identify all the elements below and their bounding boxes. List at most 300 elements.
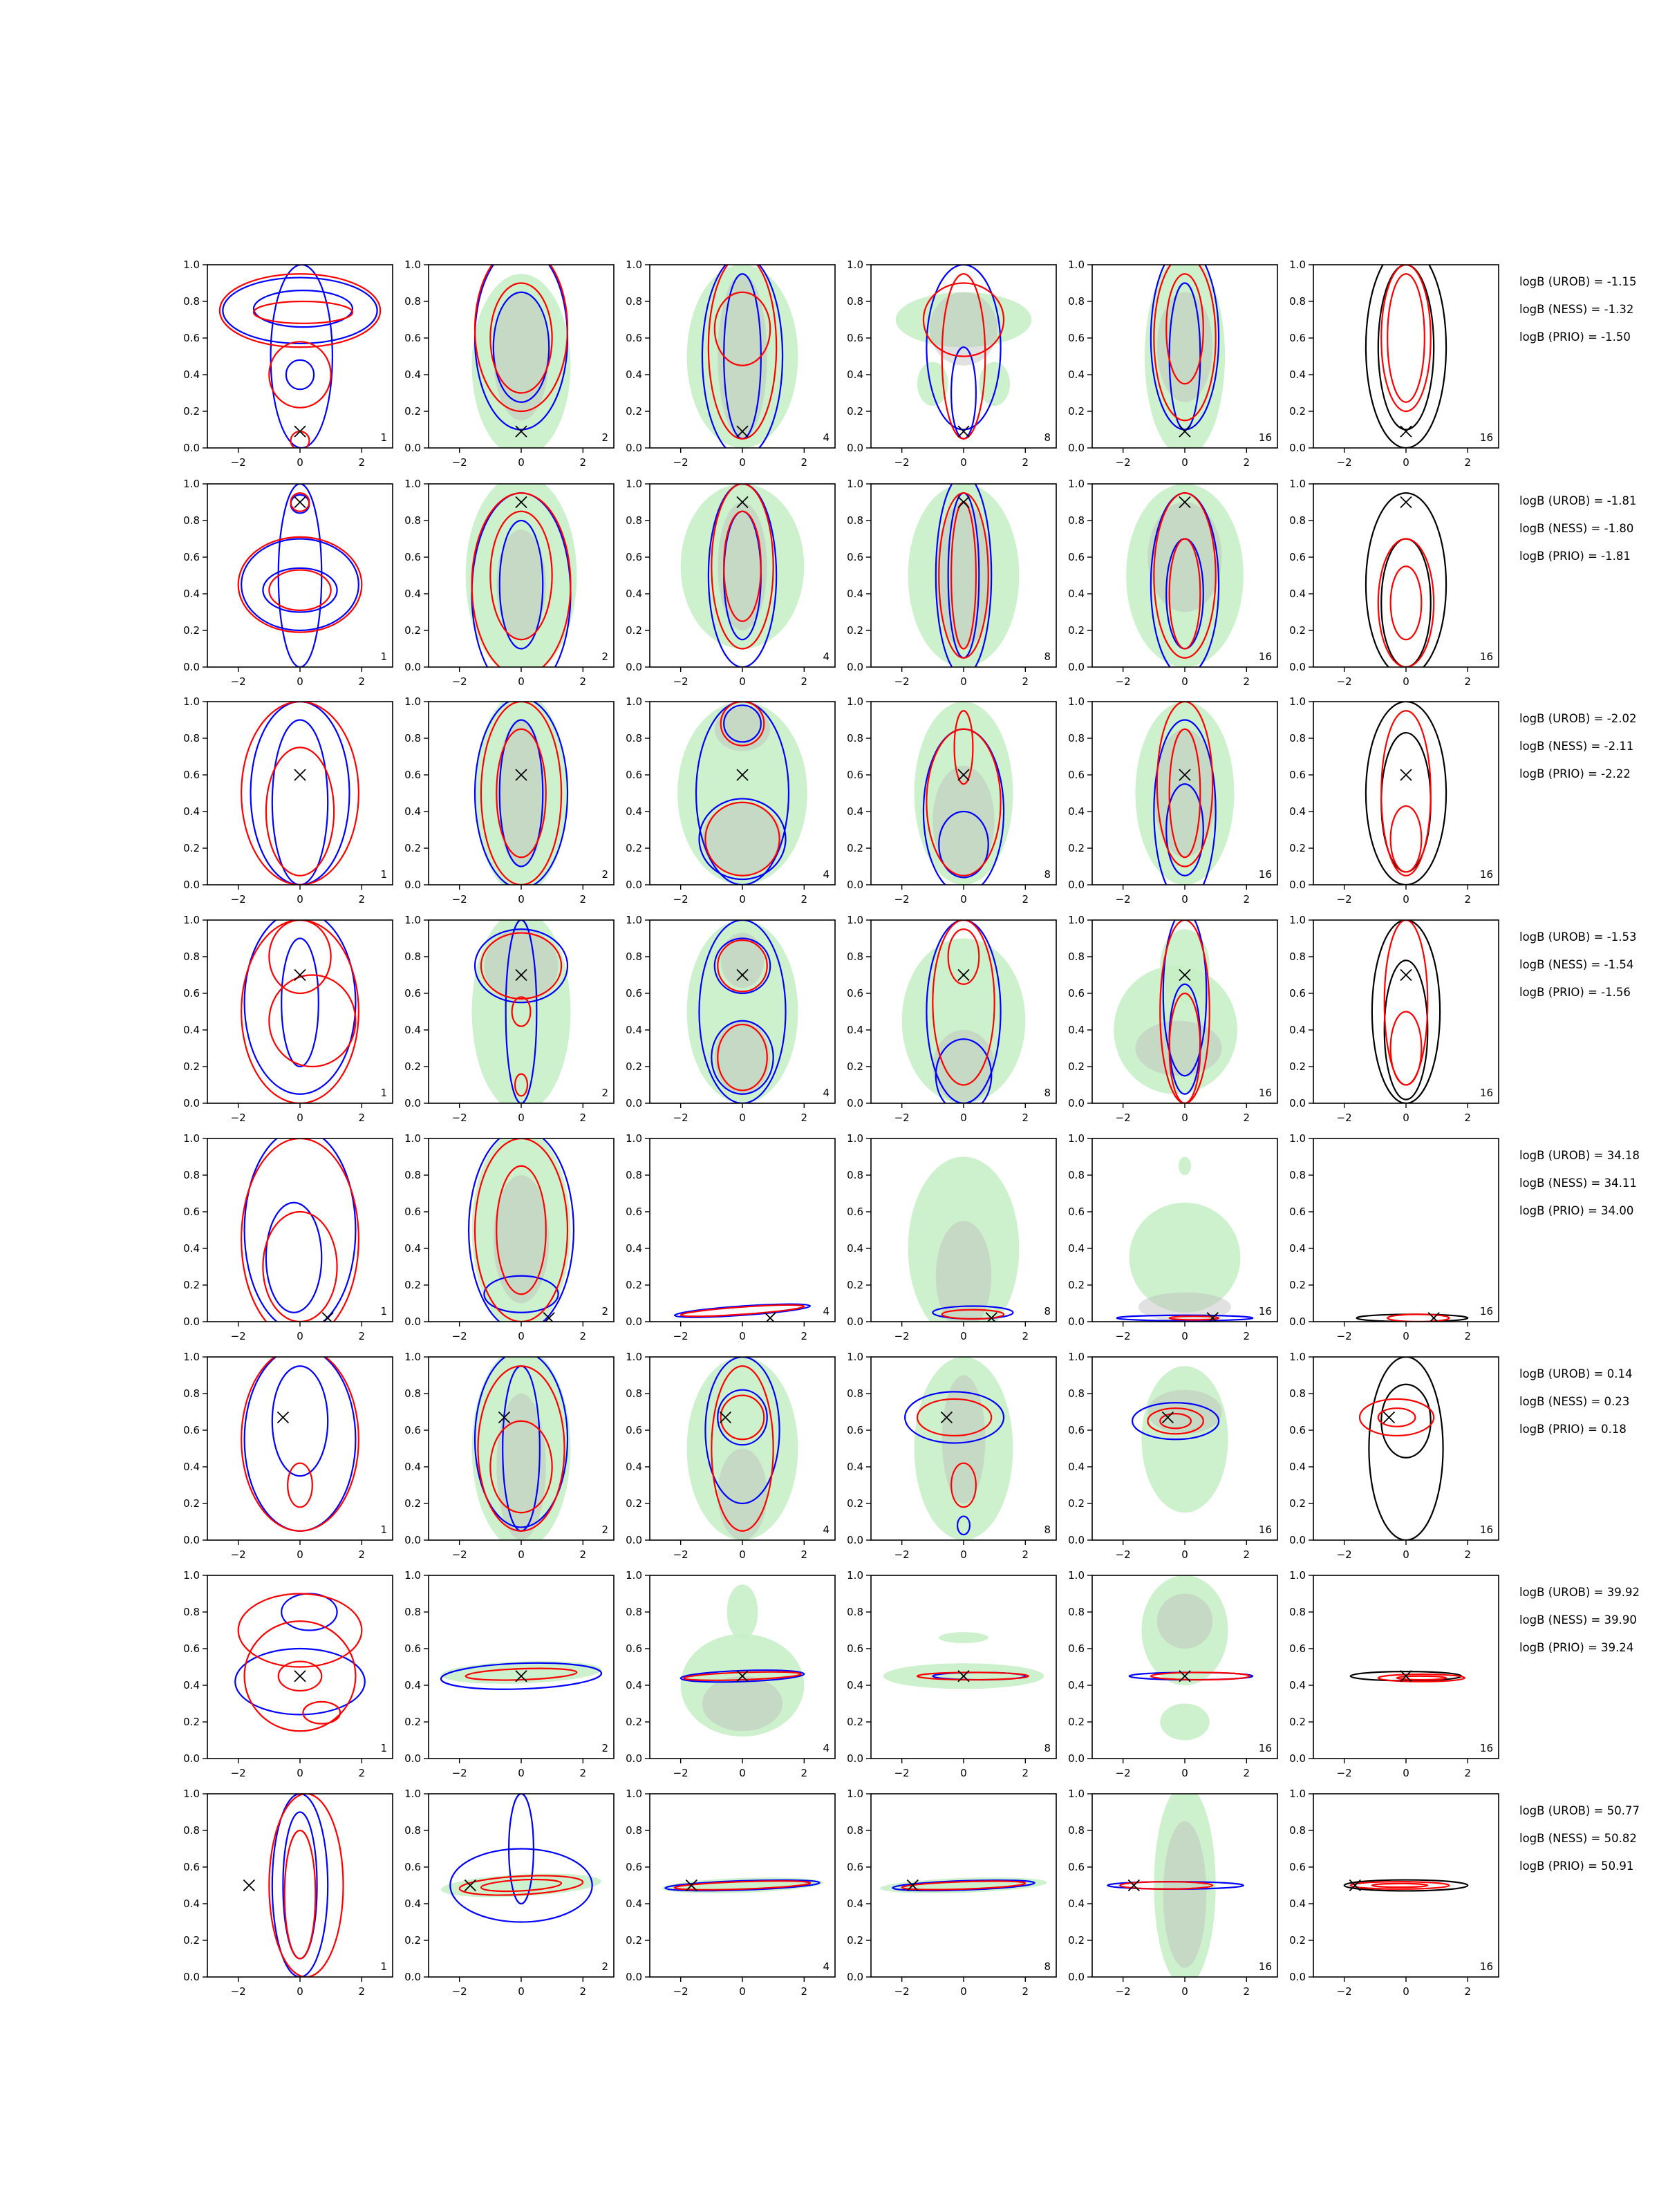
y-tick-label: 0.0 xyxy=(183,1534,200,1546)
y-tick-label: 1.0 xyxy=(1289,1351,1306,1363)
x-tick-label: −2 xyxy=(1336,456,1352,469)
y-tick-label: 0.8 xyxy=(404,1606,421,1618)
x-tick-label: 2 xyxy=(800,893,808,906)
contour-red xyxy=(1378,539,1434,668)
y-tick-label: 0.6 xyxy=(404,1642,421,1655)
panel-r3-c3 xyxy=(626,695,835,906)
panel-corner-label: 4 xyxy=(823,431,830,444)
panel-r7-c3 xyxy=(626,1569,835,1779)
contour-gray xyxy=(718,503,767,631)
y-tick-label: 0.4 xyxy=(404,1461,421,1473)
x-tick-label: 0 xyxy=(960,1112,967,1124)
x-tick-label: −2 xyxy=(673,1112,688,1124)
panel-r7-c5 xyxy=(1068,1569,1277,1779)
y-tick-label: 0.6 xyxy=(1289,1424,1306,1436)
contour-green xyxy=(1160,1704,1209,1741)
x-tick-label: 2 xyxy=(1243,456,1250,469)
y-tick-label: 1.0 xyxy=(626,478,642,490)
y-tick-label: 1.0 xyxy=(1289,914,1306,926)
logb-value: logB (NESS) = 39.90 xyxy=(1519,1613,1637,1627)
y-tick-label: 0.0 xyxy=(183,1097,200,1109)
y-tick-label: 0.6 xyxy=(1289,1861,1306,1873)
y-tick-label: 0.4 xyxy=(404,588,421,600)
truth-marker xyxy=(958,426,969,437)
x-tick-label: −2 xyxy=(1115,1548,1131,1561)
y-tick-label: 0.2 xyxy=(626,1060,642,1073)
x-tick-label: 2 xyxy=(358,1330,366,1342)
x-tick-label: −2 xyxy=(230,1767,246,1779)
contour-red xyxy=(241,1138,359,1340)
y-tick-label: 0.0 xyxy=(1289,661,1306,673)
x-tick-label: 2 xyxy=(579,1330,587,1342)
panel-r3-c2 xyxy=(404,693,614,906)
x-tick-label: 0 xyxy=(297,1985,303,1998)
panel-r1-c3 xyxy=(626,256,835,469)
panel-r2-c3 xyxy=(626,478,835,688)
y-tick-label: 1.0 xyxy=(1068,1569,1085,1582)
x-tick-label: 2 xyxy=(1464,675,1472,688)
x-tick-label: −2 xyxy=(1336,1985,1352,1998)
y-tick-label: 0.0 xyxy=(626,1097,642,1109)
axes-frame xyxy=(1313,1794,1499,1977)
panel-corner-label: 2 xyxy=(601,1960,608,1973)
x-tick-label: 0 xyxy=(518,675,525,688)
y-tick-label: 0.2 xyxy=(1068,1060,1085,1073)
y-tick-label: 0.0 xyxy=(1289,1752,1306,1765)
panel-corner-label: 16 xyxy=(1479,1524,1493,1536)
axes-frame xyxy=(207,920,393,1103)
y-tick-label: 1.0 xyxy=(1068,259,1085,271)
x-tick-label: 2 xyxy=(579,1767,587,1779)
y-tick-label: 0.6 xyxy=(626,551,642,563)
x-tick-label: 0 xyxy=(1181,1548,1188,1561)
truth-marker xyxy=(294,1671,306,1682)
y-tick-label: 0.6 xyxy=(847,1642,863,1655)
y-tick-label: 0.4 xyxy=(1289,368,1306,381)
panel-corner-label: 4 xyxy=(823,1960,830,1973)
contour-blue xyxy=(272,1366,328,1476)
panel-corner-label: 2 xyxy=(601,1742,608,1754)
contour-gray xyxy=(496,720,545,867)
logb-value: logB (UROB) = -1.53 xyxy=(1519,930,1637,944)
panel-r5-c6 xyxy=(1289,1132,1499,1342)
contour-blue xyxy=(251,702,350,885)
y-tick-label: 0.4 xyxy=(183,1242,200,1255)
x-tick-label: −2 xyxy=(1115,1767,1131,1779)
contour-gray xyxy=(494,292,549,421)
contour-red xyxy=(254,301,353,324)
x-tick-label: 2 xyxy=(358,1112,366,1124)
y-tick-label: 0.2 xyxy=(1068,624,1085,637)
logb-group-row-4 xyxy=(1519,930,1636,999)
x-tick-label: 0 xyxy=(297,675,303,688)
contour-red xyxy=(1381,265,1430,411)
contour-red xyxy=(1387,274,1425,402)
y-tick-label: 0.4 xyxy=(404,1242,421,1255)
panel-corner-label: 16 xyxy=(1258,1305,1272,1318)
x-tick-label: 0 xyxy=(518,1112,525,1124)
y-tick-label: 1.0 xyxy=(404,1788,421,1800)
panel-corner-label: 8 xyxy=(1044,1305,1051,1318)
x-tick-label: −2 xyxy=(673,675,688,688)
x-tick-label: 0 xyxy=(1403,1548,1409,1561)
y-tick-label: 0.2 xyxy=(404,1497,421,1510)
x-tick-label: 2 xyxy=(358,1767,366,1779)
contour-black xyxy=(1378,265,1434,430)
y-tick-label: 0.6 xyxy=(847,332,863,344)
y-tick-label: 0.6 xyxy=(1289,987,1306,1000)
contour-red xyxy=(241,920,359,1103)
y-tick-label: 0.2 xyxy=(847,1716,863,1728)
contour-red xyxy=(266,747,334,876)
y-tick-label: 0.2 xyxy=(1289,624,1306,637)
panel-r6-c6 xyxy=(1289,1351,1499,1561)
x-tick-label: −2 xyxy=(230,1330,246,1342)
x-tick-label: −2 xyxy=(451,1548,467,1561)
y-tick-label: 0.0 xyxy=(1289,1534,1306,1546)
y-tick-label: 0.4 xyxy=(1068,1897,1085,1910)
panel-r7-c4 xyxy=(847,1569,1056,1779)
x-tick-label: 2 xyxy=(1243,893,1250,906)
panel-corner-label: 1 xyxy=(380,1087,387,1099)
y-tick-label: 0.6 xyxy=(404,551,421,563)
panel-r4-c1 xyxy=(183,911,393,1124)
axes-frame xyxy=(650,1138,835,1322)
contour-red xyxy=(241,1348,359,1531)
y-tick-label: 0.0 xyxy=(1289,442,1306,454)
panel-corner-label: 1 xyxy=(380,868,387,881)
y-tick-label: 0.2 xyxy=(626,405,642,418)
y-tick-label: 0.4 xyxy=(626,368,642,381)
contour-gray xyxy=(702,1676,782,1732)
x-tick-label: −2 xyxy=(230,1548,246,1561)
y-tick-label: 0.2 xyxy=(183,1060,200,1073)
y-tick-label: 0.0 xyxy=(847,1315,863,1328)
contour-blue xyxy=(281,1594,337,1631)
x-tick-label: −2 xyxy=(673,1330,688,1342)
x-tick-label: 2 xyxy=(358,456,366,469)
panel-corner-label: 1 xyxy=(380,1742,387,1754)
y-tick-label: 0.0 xyxy=(1068,442,1085,454)
panel-corner-label: 8 xyxy=(1044,431,1051,444)
logb-value: logB (NESS) = 50.82 xyxy=(1519,1832,1637,1845)
x-tick-label: −2 xyxy=(1115,893,1131,906)
y-tick-label: 0.4 xyxy=(183,805,200,818)
y-tick-label: 0.2 xyxy=(847,1497,863,1510)
y-tick-label: 0.8 xyxy=(626,1824,642,1837)
x-tick-label: −2 xyxy=(673,1985,688,1998)
y-tick-label: 0.8 xyxy=(847,1387,863,1400)
x-tick-label: −2 xyxy=(1336,1330,1352,1342)
y-tick-label: 0.4 xyxy=(1289,588,1306,600)
contour-black xyxy=(1366,493,1446,676)
logb-value: logB (PRIO) = 0.18 xyxy=(1519,1423,1627,1436)
panel-r4-c5 xyxy=(1068,911,1277,1124)
panel-corner-label: 4 xyxy=(823,1087,830,1099)
panel-corner-label: 1 xyxy=(380,1305,387,1318)
contour-red xyxy=(241,702,359,885)
y-tick-label: 0.8 xyxy=(183,295,200,308)
y-tick-label: 0.6 xyxy=(847,1861,863,1873)
y-tick-label: 0.4 xyxy=(626,1461,642,1473)
y-tick-label: 0.4 xyxy=(626,805,642,818)
y-tick-label: 1.0 xyxy=(404,1132,421,1145)
logb-value: logB (UROB) = -2.02 xyxy=(1519,712,1637,725)
logb-value: logB (NESS) = 0.23 xyxy=(1519,1395,1630,1408)
y-tick-label: 0.4 xyxy=(404,1679,421,1691)
y-tick-label: 0.6 xyxy=(847,1424,863,1436)
y-tick-label: 0.8 xyxy=(847,295,863,308)
panel-r1-c4 xyxy=(847,259,1056,469)
y-tick-label: 0.4 xyxy=(626,1897,642,1910)
y-tick-label: 0.8 xyxy=(1068,514,1085,527)
logb-value: logB (NESS) = 34.11 xyxy=(1519,1177,1637,1190)
contour-black xyxy=(1366,702,1446,885)
x-tick-label: −2 xyxy=(1336,1112,1352,1124)
y-tick-label: 0.6 xyxy=(1068,1642,1085,1655)
panel-r6-c1 xyxy=(183,1348,393,1561)
x-tick-label: 0 xyxy=(960,893,967,906)
panel-corner-label: 1 xyxy=(380,431,387,444)
y-tick-label: 0.8 xyxy=(404,732,421,744)
y-tick-label: 0.6 xyxy=(1289,332,1306,344)
y-tick-label: 0.6 xyxy=(1289,551,1306,563)
x-tick-label: −2 xyxy=(894,1767,910,1779)
x-tick-label: −2 xyxy=(451,1330,467,1342)
panel-corner-label: 16 xyxy=(1258,431,1272,444)
contour-red xyxy=(1391,1012,1422,1085)
contour-blue xyxy=(286,360,314,389)
x-tick-label: 0 xyxy=(960,1985,967,1998)
contour-gray xyxy=(1163,1821,1207,1968)
panel-r3-c6 xyxy=(1289,695,1499,906)
y-tick-label: 0.4 xyxy=(626,1242,642,1255)
y-tick-label: 0.2 xyxy=(626,842,642,854)
y-tick-label: 0.8 xyxy=(1068,1387,1085,1400)
y-tick-label: 0.6 xyxy=(626,1206,642,1218)
y-tick-label: 1.0 xyxy=(1289,1569,1306,1582)
panel-r8-c5 xyxy=(1068,1785,1277,1998)
y-tick-label: 0.6 xyxy=(183,551,200,563)
contour-gray xyxy=(936,1221,991,1331)
y-tick-label: 0.2 xyxy=(183,624,200,637)
y-tick-label: 0.6 xyxy=(1068,987,1085,1000)
x-tick-label: −2 xyxy=(1115,1985,1131,1998)
y-tick-label: 0.2 xyxy=(1068,842,1085,854)
y-tick-label: 0.0 xyxy=(847,1971,863,1983)
panel-corner-label: 4 xyxy=(823,1305,830,1318)
y-tick-label: 0.6 xyxy=(847,987,863,1000)
x-tick-label: 0 xyxy=(1181,456,1188,469)
x-tick-label: 2 xyxy=(800,1330,808,1342)
panel-corner-label: 8 xyxy=(1044,1960,1051,1973)
x-tick-label: 0 xyxy=(1181,1767,1188,1779)
y-tick-label: 1.0 xyxy=(183,259,200,271)
x-tick-label: 2 xyxy=(800,1548,808,1561)
y-tick-label: 0.8 xyxy=(626,1606,642,1618)
x-tick-label: −2 xyxy=(1115,456,1131,469)
contour-red xyxy=(285,1830,316,1959)
x-tick-label: −2 xyxy=(894,1985,910,1998)
y-tick-label: 0.2 xyxy=(1289,405,1306,418)
logb-value: logB (UROB) = 50.77 xyxy=(1519,1804,1640,1817)
x-tick-label: 0 xyxy=(1181,675,1188,688)
y-tick-label: 1.0 xyxy=(404,478,421,490)
panel-r2-c6 xyxy=(1289,478,1499,688)
x-tick-label: 2 xyxy=(1022,456,1029,469)
contour-red xyxy=(238,537,362,632)
y-tick-label: 0.2 xyxy=(183,1497,200,1510)
panel-r1-c5 xyxy=(1068,247,1277,469)
y-tick-label: 0.2 xyxy=(1068,1934,1085,1947)
y-tick-label: 0.8 xyxy=(1068,1824,1085,1837)
x-tick-label: 0 xyxy=(1403,675,1409,688)
y-tick-label: 0.4 xyxy=(1068,1024,1085,1036)
panel-corner-label: 16 xyxy=(1479,650,1493,663)
x-tick-label: 2 xyxy=(1022,1985,1029,1998)
contour-black xyxy=(1357,1314,1468,1322)
logb-group-row-8 xyxy=(1519,1804,1640,1873)
contour-blue xyxy=(235,1649,365,1714)
panel-r6-c2 xyxy=(404,1348,614,1561)
contour-red xyxy=(1381,711,1430,876)
y-tick-label: 0.8 xyxy=(1068,295,1085,308)
y-tick-label: 0.4 xyxy=(847,368,863,381)
y-tick-label: 0.0 xyxy=(626,879,642,891)
y-tick-label: 1.0 xyxy=(1068,914,1085,926)
y-tick-label: 0.8 xyxy=(1068,732,1085,744)
y-tick-label: 0.0 xyxy=(404,1971,421,1983)
contour-red xyxy=(1372,1884,1427,1887)
y-tick-label: 0.6 xyxy=(1289,1206,1306,1218)
y-tick-label: 0.6 xyxy=(183,1861,200,1873)
panel-corner-label: 1 xyxy=(380,1524,387,1536)
panel-r2-c5 xyxy=(1068,478,1277,688)
y-tick-label: 0.4 xyxy=(1289,1897,1306,1910)
y-tick-label: 0.0 xyxy=(1068,1752,1085,1765)
y-tick-label: 0.8 xyxy=(183,1387,200,1400)
panel-corner-label: 4 xyxy=(823,1742,830,1754)
x-tick-label: 2 xyxy=(1243,675,1250,688)
x-tick-label: −2 xyxy=(230,893,246,906)
y-tick-label: 0.8 xyxy=(1289,732,1306,744)
x-tick-label: 0 xyxy=(1181,1985,1188,1998)
y-tick-label: 1.0 xyxy=(626,1569,642,1582)
x-tick-label: 0 xyxy=(1403,893,1409,906)
y-tick-label: 0.2 xyxy=(847,842,863,854)
logb-value: logB (NESS) = -2.11 xyxy=(1519,740,1634,753)
y-tick-label: 0.6 xyxy=(183,1206,200,1218)
y-tick-label: 0.8 xyxy=(1289,1169,1306,1181)
x-tick-label: 2 xyxy=(1464,893,1472,906)
x-tick-label: 0 xyxy=(518,1330,525,1342)
y-tick-label: 0.4 xyxy=(626,1679,642,1691)
contour-blue xyxy=(223,278,377,344)
y-tick-label: 1.0 xyxy=(183,1132,200,1145)
logb-value: logB (PRIO) = 34.00 xyxy=(1519,1204,1634,1217)
y-tick-label: 0.0 xyxy=(404,1097,421,1109)
y-tick-label: 1.0 xyxy=(626,914,642,926)
truth-marker xyxy=(1400,970,1412,981)
x-tick-label: −2 xyxy=(451,893,467,906)
panel-corner-label: 16 xyxy=(1479,431,1493,444)
axes-frame xyxy=(207,1357,393,1540)
y-tick-label: 0.6 xyxy=(404,1861,421,1873)
x-tick-label: −2 xyxy=(1336,1767,1352,1779)
y-tick-label: 0.0 xyxy=(183,1315,200,1328)
y-tick-label: 0.2 xyxy=(1068,1279,1085,1291)
y-tick-label: 0.4 xyxy=(183,1461,200,1473)
y-tick-label: 0.6 xyxy=(1289,1642,1306,1655)
x-tick-label: 2 xyxy=(1243,1548,1250,1561)
y-tick-label: 0.2 xyxy=(404,1060,421,1073)
panel-r7-c1 xyxy=(183,1569,393,1779)
logb-value: logB (UROB) = -1.81 xyxy=(1519,494,1637,507)
y-tick-label: 1.0 xyxy=(1289,478,1306,490)
y-tick-label: 0.0 xyxy=(626,1971,642,1983)
logb-value: logB (UROB) = 34.18 xyxy=(1519,1149,1640,1162)
y-tick-label: 0.0 xyxy=(1068,1534,1085,1546)
contour-black xyxy=(1381,1385,1430,1458)
y-tick-label: 0.2 xyxy=(847,405,863,418)
panel-corner-label: 16 xyxy=(1479,1087,1493,1099)
truth-marker xyxy=(294,497,306,508)
y-tick-label: 0.0 xyxy=(847,879,863,891)
panel-r8-c2 xyxy=(404,1788,614,1998)
panel-corner-label: 2 xyxy=(601,1087,608,1099)
axes-frame xyxy=(1313,1138,1499,1322)
y-tick-label: 1.0 xyxy=(404,695,421,708)
contour-red xyxy=(269,920,330,993)
x-tick-label: −2 xyxy=(451,1112,467,1124)
y-tick-label: 1.0 xyxy=(183,695,200,708)
y-tick-label: 0.4 xyxy=(1289,1679,1306,1691)
x-tick-label: 2 xyxy=(579,1112,587,1124)
y-tick-label: 0.8 xyxy=(183,732,200,744)
y-tick-label: 0.6 xyxy=(847,769,863,781)
x-tick-label: 2 xyxy=(1022,1548,1029,1561)
y-tick-label: 0.8 xyxy=(1289,514,1306,527)
logb-group-row-1 xyxy=(1519,275,1636,344)
panel-r3-c1 xyxy=(183,695,393,906)
logb-value: logB (NESS) = -1.32 xyxy=(1519,303,1634,316)
logb-group-row-3 xyxy=(1519,712,1636,780)
panel-r5-c5 xyxy=(1068,1132,1277,1342)
panel-r7-c2 xyxy=(404,1569,614,1779)
x-tick-label: −2 xyxy=(1115,1112,1131,1124)
y-tick-label: 1.0 xyxy=(1068,1351,1085,1363)
panel-corner-label: 16 xyxy=(1479,1305,1493,1318)
logb-group-row-7 xyxy=(1519,1586,1640,1654)
x-tick-label: 2 xyxy=(579,1548,587,1561)
panel-corner-label: 16 xyxy=(1479,868,1493,881)
contour-gray xyxy=(1157,1594,1212,1649)
y-tick-label: 1.0 xyxy=(183,478,200,490)
contour-gray xyxy=(932,1030,994,1103)
y-tick-label: 0.6 xyxy=(183,987,200,1000)
logb-value: logB (UROB) = 0.14 xyxy=(1519,1367,1633,1380)
truth-marker xyxy=(1383,1412,1394,1423)
y-tick-label: 1.0 xyxy=(1068,1788,1085,1800)
y-tick-label: 0.0 xyxy=(404,1315,421,1328)
x-tick-label: 0 xyxy=(518,456,525,469)
contour-blue xyxy=(263,568,337,612)
y-tick-label: 0.8 xyxy=(626,514,642,527)
truth-marker xyxy=(1400,426,1412,437)
y-tick-label: 0.4 xyxy=(404,1024,421,1036)
y-tick-label: 1.0 xyxy=(626,1351,642,1363)
y-tick-label: 0.0 xyxy=(1068,1097,1085,1109)
